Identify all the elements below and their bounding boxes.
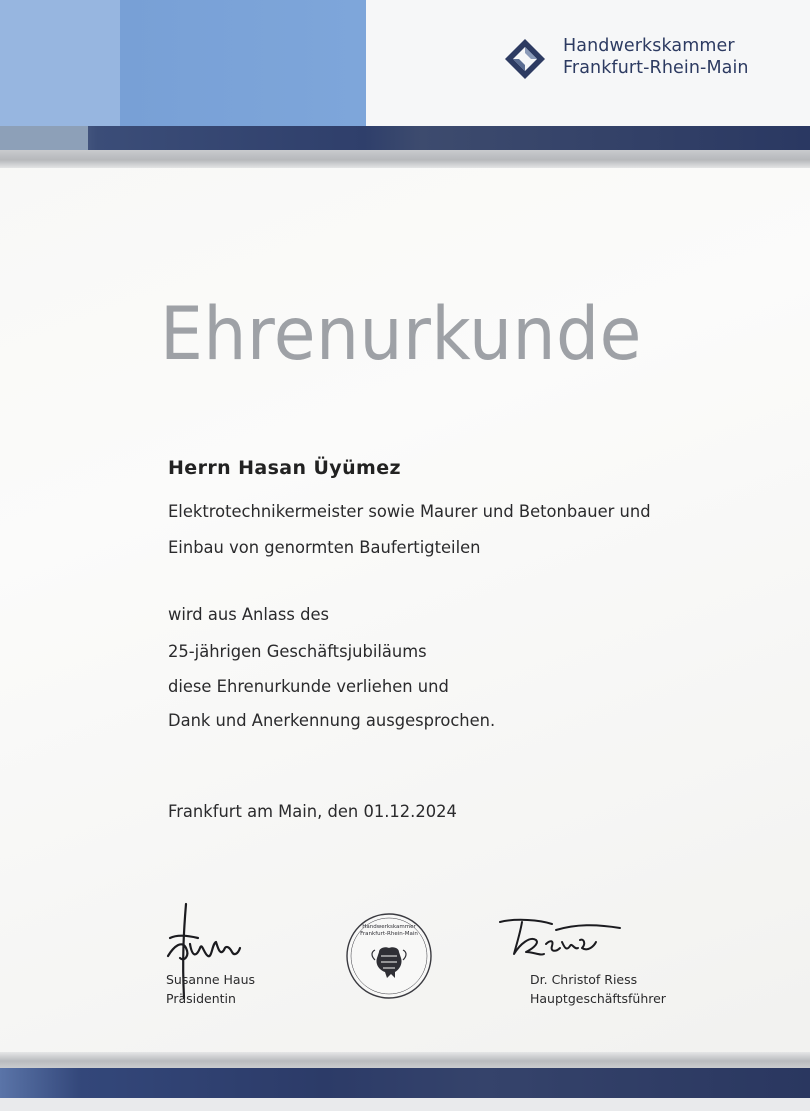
seal-caption [345,924,433,938]
place-and-date: Frankfurt am Main, den 01.12.2024 [168,802,457,822]
footer-edge [0,1098,810,1111]
recipient-name: Herrn Hasan Üyümez [168,457,401,479]
organization-name-line2: Frankfurt-Rhein-Main [563,58,749,78]
signatory-right-name: Dr. Christof Riess [530,972,638,987]
header-blue-panel [120,0,366,126]
seal-caption-line1: Handwerkskammer [362,924,416,930]
footer-navy-stripe [0,1068,810,1098]
hwk-cube-logo-icon [504,38,546,80]
header-blue-panel-light [0,0,120,126]
document-title: Ehrenurkunde [160,292,642,377]
citation-line-3: diese Ehrenurkunde verliehen und [168,677,449,697]
header-stripe-accent [0,126,88,150]
citation-line-4: Dank und Anerkennung ausgesprochen. [168,711,496,731]
citation-line-2: 25-jährigen Geschäftsjubiläums [168,642,427,662]
header-silver-stripe [0,150,810,168]
signatory-right-title: Hauptgeschäftsführer [530,991,666,1006]
qualification-line-1: Elektrotechnikermeister sowie Maurer und Betonbauer und [168,502,651,522]
organization-name-line1: Handwerkskammer [563,36,735,56]
header-navy-stripe [0,126,810,150]
qualification-line-2: Einbau von genormten Baufertigteilen [168,538,481,558]
signatory-left-name: Susanne Haus [166,972,256,987]
signatory-left-title: Präsidentin [166,991,236,1006]
organization-name [563,35,749,79]
citation-line-1: wird aus Anlass des [168,605,330,625]
seal-caption-line2: Frankfurt-Rhein-Main [360,931,418,937]
signature-right-handwritten-icon [496,912,626,964]
